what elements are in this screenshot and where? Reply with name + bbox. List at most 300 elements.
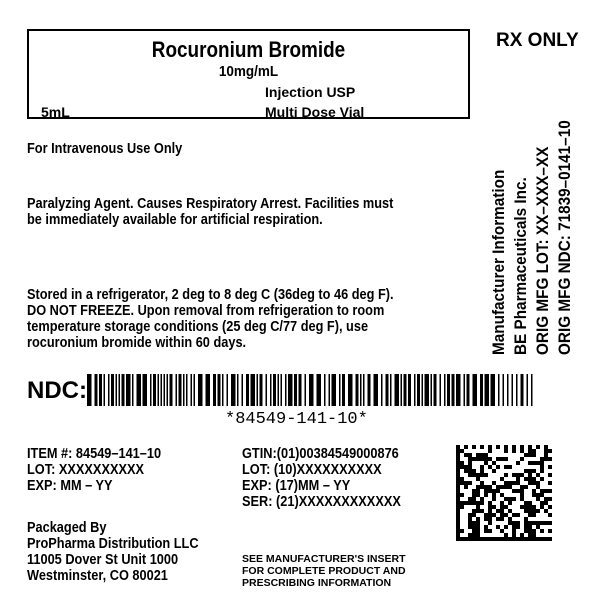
datamatrix-module <box>544 445 548 449</box>
datamatrix-module <box>532 453 536 457</box>
barcode-bar <box>150 374 152 406</box>
datamatrix-module <box>468 457 472 461</box>
datamatrix-module <box>488 517 492 521</box>
datamatrix-module <box>456 537 460 541</box>
datamatrix-module <box>540 489 544 493</box>
datamatrix-module <box>504 537 508 541</box>
datamatrix-module <box>456 517 460 521</box>
datamatrix-module <box>524 521 528 525</box>
barcode-bar <box>95 374 98 406</box>
datamatrix-module <box>456 521 460 525</box>
datamatrix-module <box>520 449 524 453</box>
barcode-bar <box>440 374 442 406</box>
packager-address: 11005 Dover St Unit 1000 <box>27 552 179 568</box>
datamatrix-module <box>536 497 540 501</box>
barcode-bar <box>122 374 125 406</box>
datamatrix-module <box>536 473 540 477</box>
datamatrix-module <box>536 445 540 449</box>
datamatrix-module <box>528 501 532 505</box>
barcode-bar <box>191 374 193 406</box>
datamatrix-module <box>516 521 520 525</box>
barcode-bar <box>374 374 379 406</box>
datamatrix-module <box>500 505 504 509</box>
datamatrix-module <box>488 489 492 493</box>
barcode-bar <box>176 374 178 406</box>
datamatrix-module <box>456 533 460 537</box>
datamatrix-module <box>456 445 460 449</box>
barcode-bar <box>480 374 483 406</box>
datamatrix-module <box>516 477 520 481</box>
datamatrix-module <box>496 537 500 541</box>
barcode-bar <box>213 374 216 406</box>
datamatrix-module <box>488 449 492 453</box>
datamatrix-module <box>512 521 516 525</box>
barcode-bar <box>452 374 455 406</box>
datamatrix-module <box>456 473 460 477</box>
barcode-bar <box>288 374 293 406</box>
datamatrix-module <box>504 473 508 477</box>
datamatrix-module <box>528 525 532 529</box>
datamatrix-module <box>532 537 536 541</box>
datamatrix-module <box>500 485 504 489</box>
datamatrix-module <box>468 473 472 477</box>
datamatrix-module <box>536 461 540 465</box>
datamatrix-module <box>460 493 464 497</box>
barcode-bar <box>425 374 430 406</box>
barcode-bar <box>329 374 331 406</box>
datamatrix-module <box>480 445 484 449</box>
datamatrix-module <box>456 477 460 481</box>
vial-volume: 5mL <box>41 104 70 120</box>
barcode-bar <box>87 374 92 406</box>
datamatrix-module <box>528 481 532 485</box>
datamatrix-module <box>516 513 520 517</box>
drug-strength: 10mg/mL <box>218 63 279 80</box>
datamatrix-module <box>520 505 524 509</box>
datamatrix-module <box>456 529 460 533</box>
item-exp: EXP: MM – YY <box>27 478 113 494</box>
datamatrix-module <box>540 465 544 469</box>
barcode-bar <box>491 374 496 406</box>
datamatrix-module <box>540 461 544 465</box>
datamatrix-module <box>504 533 508 537</box>
barcode-bar <box>408 374 411 406</box>
gtin-number: GTIN:(01)00384549000876 <box>242 446 399 462</box>
datamatrix-module <box>540 477 544 481</box>
barcode-bar <box>527 374 529 406</box>
datamatrix-module <box>476 477 480 481</box>
datamatrix-module <box>500 537 504 541</box>
datamatrix-module <box>520 485 524 489</box>
datamatrix-module <box>524 537 528 541</box>
datamatrix-module <box>528 453 532 457</box>
datamatrix-module <box>484 473 488 477</box>
datamatrix-module <box>468 537 472 541</box>
datamatrix-module <box>460 537 464 541</box>
datamatrix-module <box>512 537 516 541</box>
manufacturer-ndc: ORIG MFG NDC: 71839–0141–10 <box>555 120 574 355</box>
datamatrix-module <box>472 501 476 505</box>
datamatrix-module <box>528 449 532 453</box>
datamatrix-module <box>524 505 528 509</box>
datamatrix-module <box>508 481 512 485</box>
packager-block <box>27 520 222 584</box>
datamatrix-module <box>464 445 468 449</box>
datamatrix-module <box>480 485 484 489</box>
barcode-bar <box>356 374 359 406</box>
barcode-bar <box>218 374 221 406</box>
ndc-label: NDC: <box>27 377 87 404</box>
item-lot: LOT: XXXXXXXXXX <box>27 462 145 478</box>
datamatrix-module <box>456 493 460 497</box>
datamatrix-module <box>516 489 520 493</box>
item-info-block <box>27 446 179 494</box>
datamatrix-module <box>464 537 468 541</box>
datamatrix-module <box>508 485 512 489</box>
datamatrix-module <box>528 461 532 465</box>
datamatrix-module <box>480 473 484 477</box>
barcode-bar <box>108 374 110 406</box>
datamatrix-module <box>464 469 468 473</box>
datamatrix-module <box>468 525 472 529</box>
barcode-bar <box>456 374 461 406</box>
barcode-bar <box>395 374 400 406</box>
datamatrix-module <box>512 529 516 533</box>
datamatrix-module <box>492 481 496 485</box>
barcode-bar <box>179 374 182 406</box>
barcode-bar <box>431 374 433 406</box>
barcode-bar <box>161 374 163 406</box>
drug-name: Rocuronium Bromide <box>151 37 346 62</box>
datamatrix-module <box>468 513 472 517</box>
barcode-bar <box>116 374 118 406</box>
insert-note <box>242 553 406 589</box>
barcode-bar <box>417 374 420 406</box>
barcode-text: *84549-141-10* <box>225 410 368 429</box>
packager-heading: Packaged By <box>27 520 107 536</box>
datamatrix-module <box>504 497 508 501</box>
datamatrix-module <box>528 445 532 449</box>
datamatrix-module <box>548 457 552 461</box>
datamatrix-module <box>476 529 480 533</box>
storage-line: rocuronium bromide within 60 days. <box>27 335 247 351</box>
datamatrix-module <box>540 457 544 461</box>
datamatrix-module <box>488 501 492 505</box>
datamatrix-module <box>484 529 488 533</box>
datamatrix-module <box>488 537 492 541</box>
barcode-bar <box>516 374 518 406</box>
datamatrix-module <box>516 525 520 529</box>
barcode-bar <box>266 374 268 406</box>
warning-line: Paralyzing Agent. Causes Respiratory Arrest. Facilities must <box>27 196 394 212</box>
datamatrix-module <box>492 489 496 493</box>
datamatrix-module <box>536 525 540 529</box>
datamatrix-module <box>532 481 536 485</box>
barcode-bar <box>246 374 249 406</box>
barcode-bar <box>299 374 302 406</box>
datamatrix-module <box>492 461 496 465</box>
datamatrix-module <box>476 521 480 525</box>
datamatrix-module <box>504 481 508 485</box>
datamatrix-module <box>468 461 472 465</box>
datamatrix-module <box>504 449 508 453</box>
datamatrix-module <box>456 465 460 469</box>
datamatrix-module <box>544 521 548 525</box>
datamatrix-module <box>516 461 520 465</box>
manufacturer-heading: Manufacturer Information <box>489 169 508 355</box>
barcode-bar <box>257 374 259 406</box>
datamatrix-module <box>468 481 472 485</box>
datamatrix-module <box>484 461 488 465</box>
datamatrix-module <box>532 449 536 453</box>
datamatrix-module <box>456 489 460 493</box>
datamatrix-module <box>532 521 536 525</box>
datamatrix-module <box>472 497 476 501</box>
datamatrix-module <box>460 529 464 533</box>
datamatrix-module <box>496 517 500 521</box>
barcode-bar <box>198 374 203 406</box>
datamatrix-module <box>528 521 532 525</box>
datamatrix-module <box>496 525 500 529</box>
datamatrix-module <box>484 513 488 517</box>
gtin-info-block <box>242 446 423 510</box>
datamatrix-module <box>508 501 512 505</box>
datamatrix-module <box>476 537 480 541</box>
datamatrix-module <box>532 509 536 513</box>
datamatrix-module <box>500 493 504 497</box>
datamatrix-module <box>472 457 476 461</box>
product-title-box <box>27 29 470 119</box>
datamatrix-module <box>508 497 512 501</box>
datamatrix-module <box>460 501 464 505</box>
datamatrix-module <box>548 489 552 493</box>
manufacturer-name: BE Pharmaceuticals Inc. <box>511 177 530 355</box>
datamatrix-module <box>464 481 468 485</box>
barcode-bar <box>447 374 450 406</box>
datamatrix-module <box>492 537 496 541</box>
datamatrix-module <box>484 493 488 497</box>
datamatrix-module <box>500 457 504 461</box>
datamatrix-module <box>480 465 484 469</box>
datamatrix-module <box>512 489 516 493</box>
datamatrix-module <box>524 517 528 521</box>
datamatrix-module <box>456 457 460 461</box>
datamatrix-module <box>508 521 512 525</box>
barcode-bar <box>104 374 106 406</box>
datamatrix-module <box>488 485 492 489</box>
datamatrix-module <box>476 505 480 509</box>
barcode-bar <box>414 374 416 406</box>
datamatrix-module <box>492 497 496 501</box>
barcode-bar <box>348 374 353 406</box>
datamatrix-module <box>528 509 532 513</box>
datamatrix-module <box>508 517 512 521</box>
barcode-bar <box>531 374 533 406</box>
datamatrix-module <box>544 501 548 505</box>
barcode-bar <box>294 374 297 406</box>
datamatrix-module <box>504 513 508 517</box>
datamatrix-module <box>536 493 540 497</box>
datamatrix-module <box>480 469 484 473</box>
datamatrix-module <box>528 477 532 481</box>
datamatrix-module <box>532 493 536 497</box>
datamatrix-module <box>488 505 492 509</box>
datamatrix-module <box>508 537 512 541</box>
datamatrix-module <box>496 465 500 469</box>
datamatrix-module <box>532 477 536 481</box>
barcode-bar <box>498 374 500 406</box>
datamatrix-module <box>508 509 512 513</box>
datamatrix-module <box>524 477 528 481</box>
datamatrix-module <box>496 509 500 513</box>
datamatrix-module <box>548 449 552 453</box>
insert-note-line: PRESCRIBING INFORMATION <box>242 577 392 589</box>
datamatrix-module <box>512 533 516 537</box>
datamatrix-module <box>544 489 548 493</box>
datamatrix-module <box>456 461 460 465</box>
datamatrix-module <box>488 513 492 517</box>
datamatrix-module <box>464 453 468 457</box>
barcode-bar <box>386 374 389 406</box>
storage-line: temperature storage conditions (25 deg C/77 deg F), use <box>27 319 369 335</box>
datamatrix-module <box>544 453 548 457</box>
datamatrix-module <box>536 481 540 485</box>
barcode-bar <box>401 374 403 406</box>
datamatrix-module <box>480 497 484 501</box>
datamatrix-module <box>476 517 480 521</box>
barcode-bar <box>467 374 470 406</box>
datamatrix-module <box>472 521 476 525</box>
datamatrix-module <box>456 501 460 505</box>
datamatrix-module <box>548 481 552 485</box>
barcode-bar <box>270 374 272 406</box>
datamatrix-module <box>528 533 532 537</box>
datamatrix-module <box>540 493 544 497</box>
datamatrix-module <box>484 517 488 521</box>
barcode-bar <box>404 374 407 406</box>
datamatrix-module <box>488 445 492 449</box>
datamatrix-module <box>476 493 480 497</box>
barcode-bar <box>434 374 437 406</box>
barcode-bar <box>444 374 446 406</box>
datamatrix-module <box>472 469 476 473</box>
datamatrix-module <box>548 513 552 517</box>
manufacturer-info <box>488 94 576 355</box>
datamatrix-module <box>504 485 508 489</box>
datamatrix-module <box>472 509 476 513</box>
barcode-bar <box>111 374 114 406</box>
barcode-bar <box>164 374 166 406</box>
datamatrix-module <box>472 537 476 541</box>
datamatrix-module <box>536 537 540 541</box>
datamatrix-module <box>472 529 476 533</box>
rx-only-label: RX ONLY <box>496 30 579 51</box>
datamatrix-module <box>456 509 460 513</box>
datamatrix-module <box>544 497 548 501</box>
datamatrix-module <box>520 537 524 541</box>
barcode-bar <box>390 374 392 406</box>
datamatrix-module <box>532 533 536 537</box>
datamatrix-module <box>548 465 552 469</box>
barcode-bar <box>222 374 224 406</box>
insert-note-line: FOR COMPLETE PRODUCT AND <box>242 565 406 577</box>
datamatrix-module <box>532 529 536 533</box>
datamatrix-module <box>548 505 552 509</box>
barcode-bar <box>342 374 345 406</box>
datamatrix-module <box>512 481 516 485</box>
datamatrix-module <box>540 529 544 533</box>
datamatrix-module <box>464 485 468 489</box>
barcode-bar <box>309 374 314 406</box>
barcode-bar <box>368 374 371 406</box>
datamatrix-module <box>544 537 548 541</box>
datamatrix-module <box>548 473 552 477</box>
datamatrix-module <box>480 457 484 461</box>
datamatrix-module <box>532 489 536 493</box>
barcode-bar <box>521 374 524 406</box>
datamatrix-code <box>456 445 552 541</box>
datamatrix-module <box>516 473 520 477</box>
datamatrix-module <box>500 501 504 505</box>
datamatrix-module <box>548 521 552 525</box>
barcode-bar <box>464 374 466 406</box>
datamatrix-module <box>488 521 492 525</box>
datamatrix-module <box>488 457 492 461</box>
barcode-bar <box>332 374 337 406</box>
datamatrix-module <box>456 481 460 485</box>
route-of-administration: For Intravenous Use Only <box>27 141 183 157</box>
datamatrix-module <box>540 521 544 525</box>
barcode-bar <box>363 374 365 406</box>
datamatrix-module <box>484 485 488 489</box>
barcode-bar <box>132 374 134 406</box>
datamatrix-module <box>528 469 532 473</box>
datamatrix-module <box>492 513 496 517</box>
barcode-bar <box>158 374 160 406</box>
datamatrix-module <box>468 453 472 457</box>
datamatrix-module <box>480 481 484 485</box>
barcode-bar <box>153 374 156 406</box>
barcode-bar <box>237 374 239 406</box>
datamatrix-module <box>480 509 484 513</box>
datamatrix-module <box>476 509 480 513</box>
datamatrix-module <box>540 469 544 473</box>
datamatrix-module <box>456 513 460 517</box>
packager-name: ProPharma Distribution LLC <box>27 536 199 552</box>
datamatrix-module <box>520 457 524 461</box>
barcode-bar <box>485 374 490 406</box>
datamatrix-module <box>504 525 508 529</box>
datamatrix-module <box>524 485 528 489</box>
datamatrix-module <box>512 525 516 529</box>
datamatrix-module <box>476 457 480 461</box>
datamatrix-module <box>492 505 496 509</box>
datamatrix-module <box>460 477 464 481</box>
datamatrix-module <box>468 501 472 505</box>
barcode-bar <box>183 374 185 406</box>
datamatrix-module <box>460 505 464 509</box>
datamatrix-module <box>460 465 464 469</box>
datamatrix-module <box>524 525 528 529</box>
storage-line: Stored in a refrigerator, 2 deg to 8 deg C (36deg to 46 deg F). <box>27 287 394 303</box>
datamatrix-module <box>464 501 468 505</box>
datamatrix-module <box>520 533 524 537</box>
datamatrix-module <box>460 449 464 453</box>
datamatrix-module <box>540 505 544 509</box>
datamatrix-module <box>504 505 508 509</box>
barcode-bar <box>507 374 509 406</box>
barcode-bar <box>186 374 188 406</box>
